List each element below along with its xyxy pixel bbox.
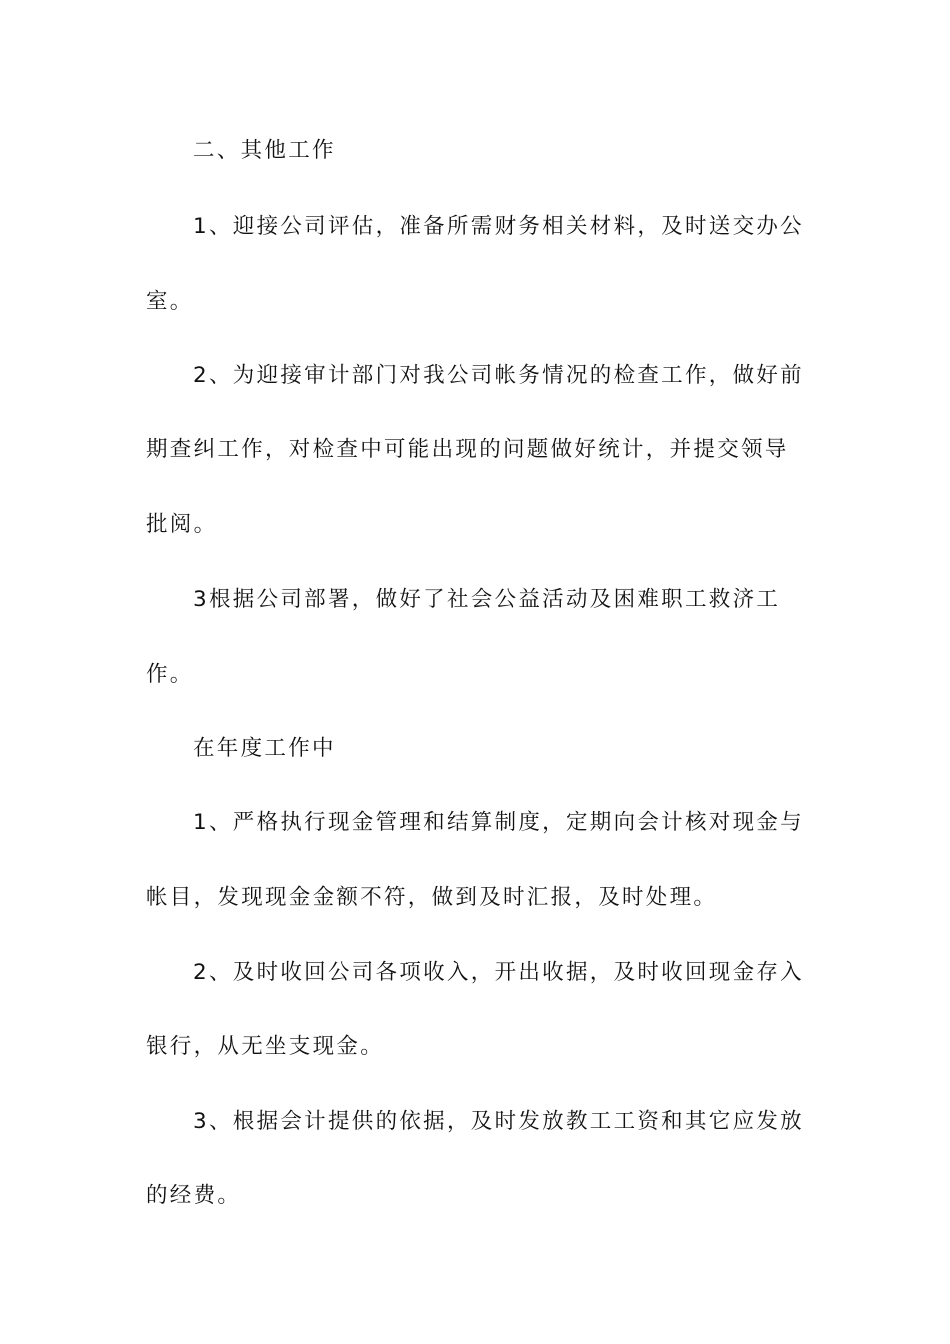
paragraph-line: 2、为迎接审计部门对我公司帐务情况的检查工作，做好前 <box>193 363 804 388</box>
paragraph-line: 室。 <box>146 289 194 314</box>
paragraph-line: 的经费。 <box>146 1183 242 1208</box>
paragraph-line: 帐目，发现现金金额不符，做到及时汇报，及时处理。 <box>146 885 718 910</box>
section-heading: 在年度工作中 <box>193 736 336 761</box>
paragraph-line: 批阅。 <box>146 512 218 537</box>
paragraph-line: 3根据公司部署，做好了社会公益活动及困难职工救济工 <box>193 587 781 612</box>
section-heading: 二、其他工作 <box>193 138 336 163</box>
paragraph-line: 作。 <box>146 662 194 687</box>
paragraph-line: 3、根据会计提供的依据，及时发放教工工资和其它应发放 <box>193 1109 804 1134</box>
paragraph-line: 期查纠工作，对检查中可能出现的问题做好统计，并提交领导 <box>146 437 789 462</box>
paragraph-line: 1、严格执行现金管理和结算制度，定期向会计核对现金与 <box>193 810 804 835</box>
paragraph-line: 1、迎接公司评估，准备所需财务相关材料，及时送交办公 <box>193 214 804 239</box>
paragraph-line: 2、及时收回公司各项收入，开出收据，及时收回现金存入 <box>193 960 804 985</box>
paragraph-line: 银行，从无坐支现金。 <box>146 1034 385 1059</box>
